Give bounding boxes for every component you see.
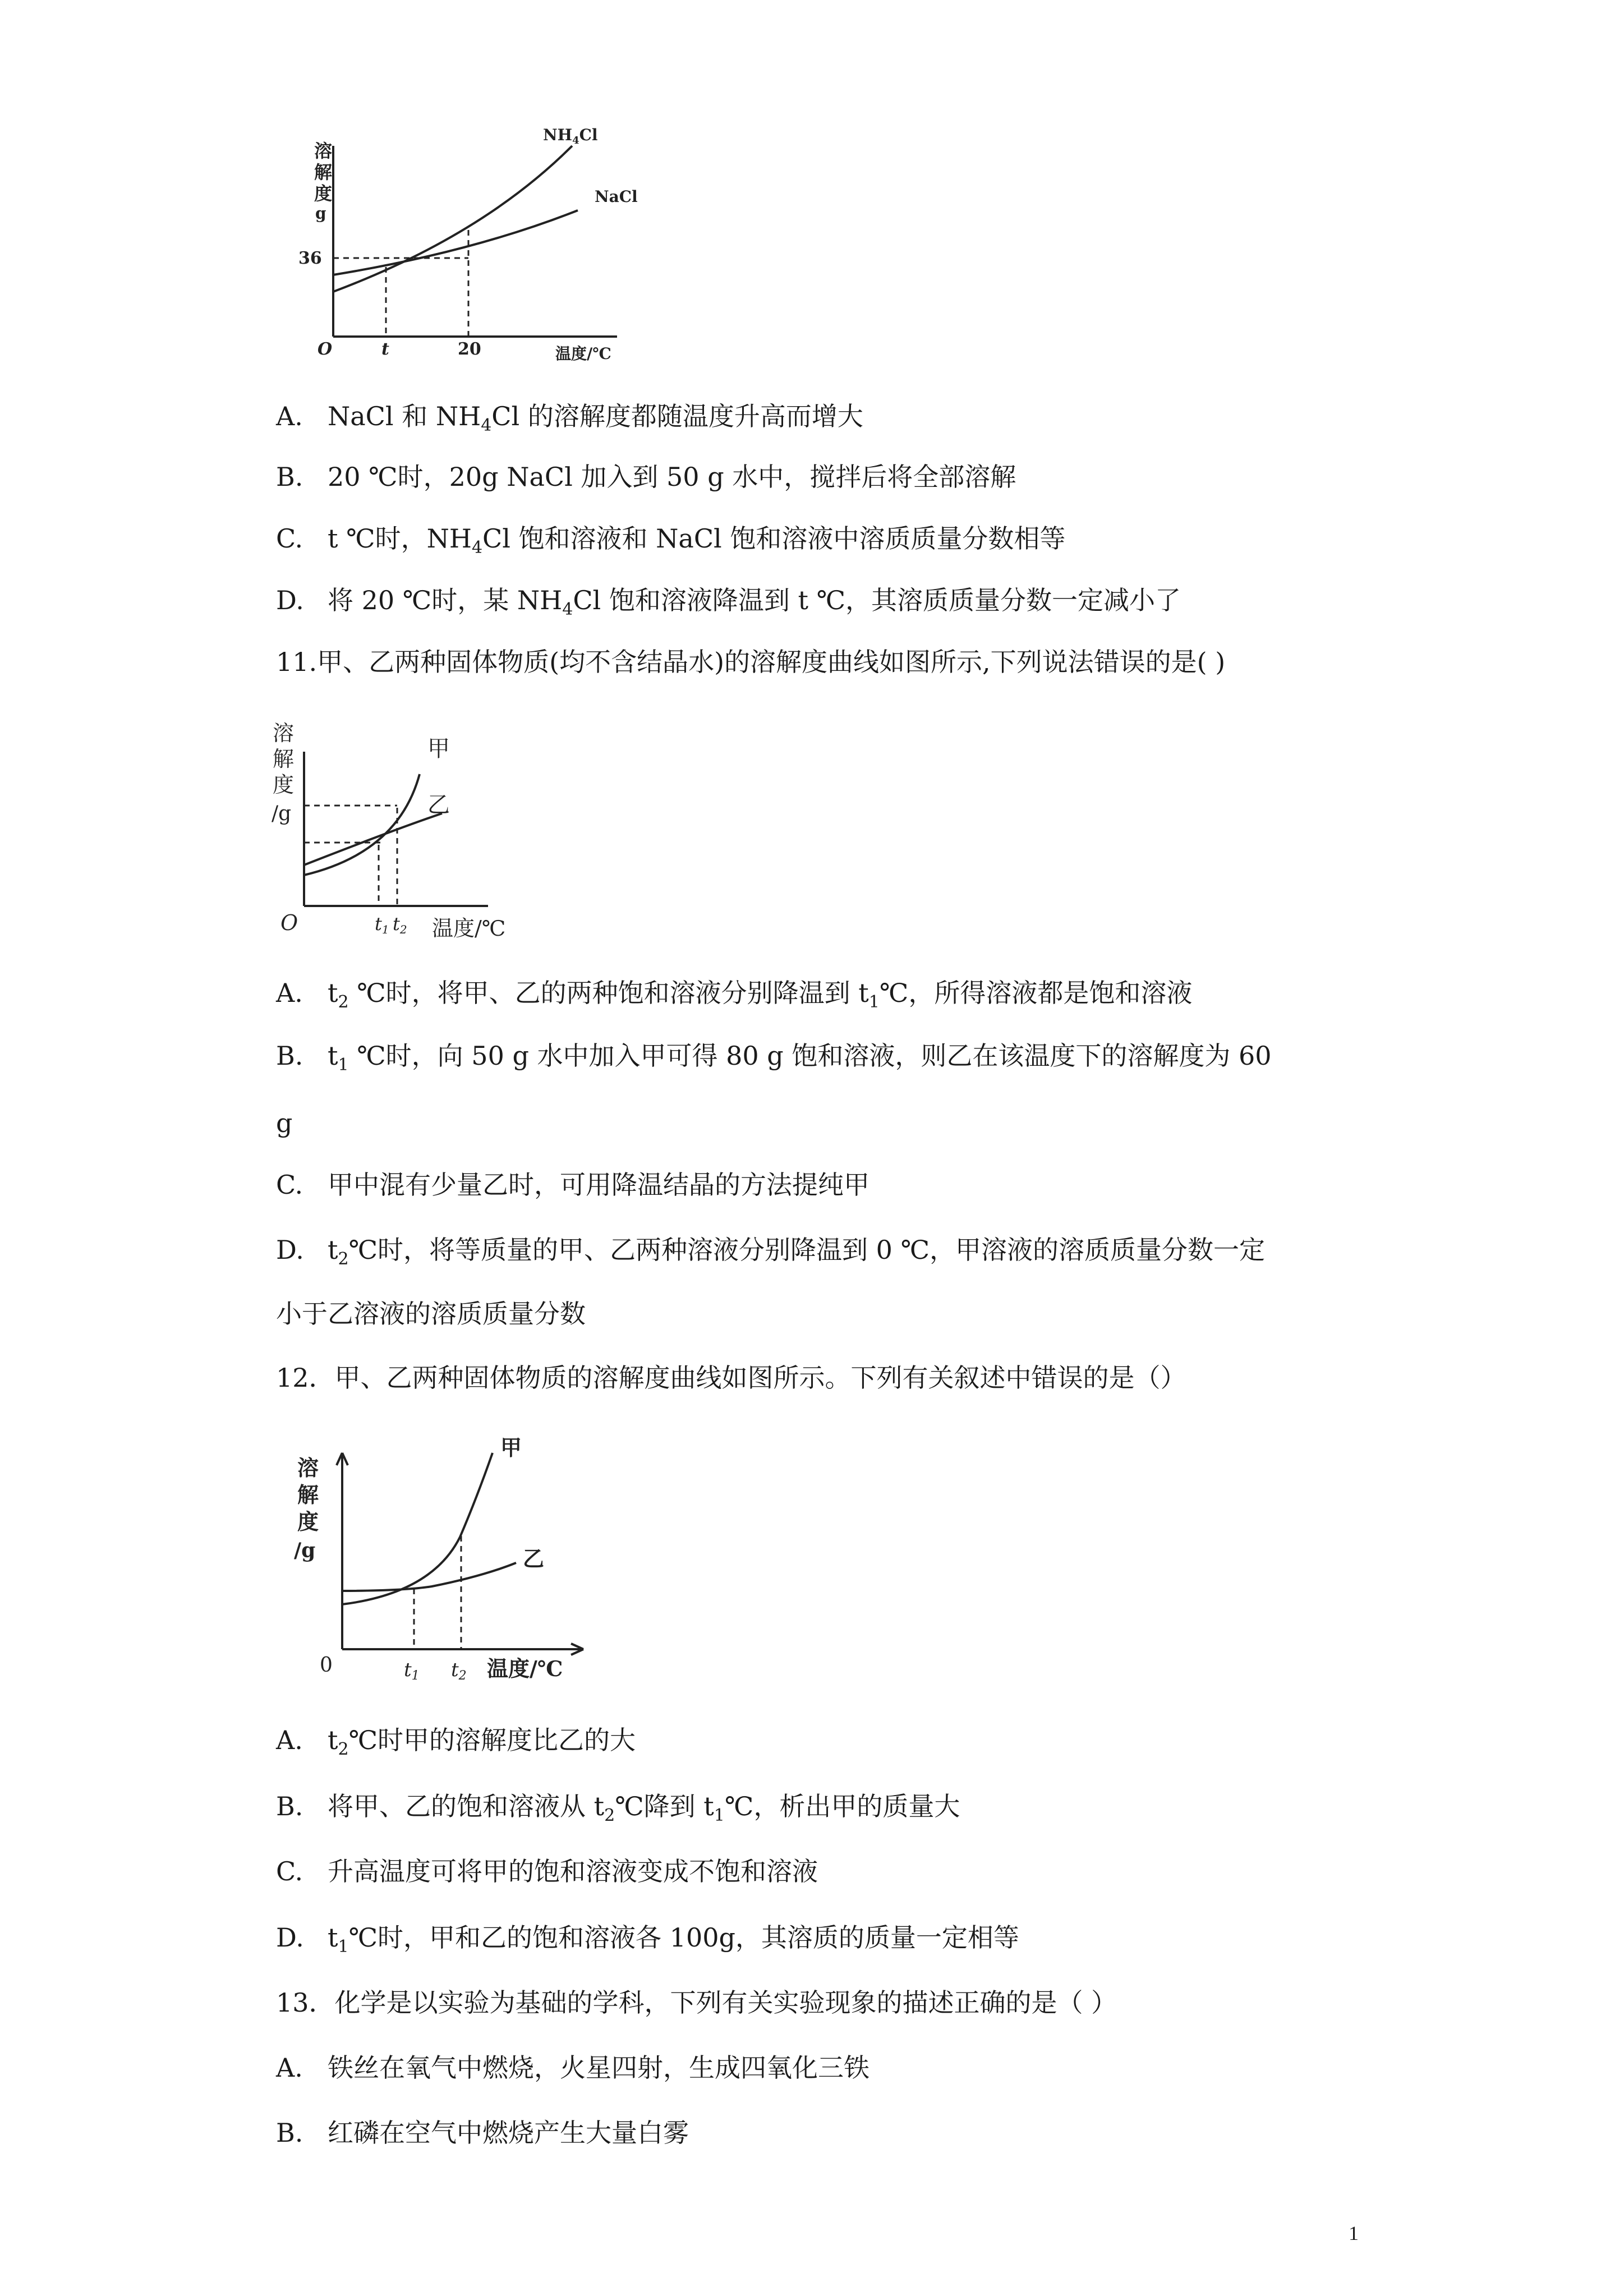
- q13-option-b: B. 红磷在空气中燃烧产生大量白雾: [276, 2118, 689, 2148]
- q11-stem: 11.甲、乙两种固体物质(均不含结晶水)的溶解度曲线如图所示,下列说法错误的是( ): [276, 647, 1226, 677]
- q12-option-b: B. 将甲、乙的饱和溶液从 $t_2℃$降到 $t_1℃$，析出甲的质量大: [276, 1791, 960, 1825]
- q11-option-c: C. 甲中混有少量乙时，可用降温结晶的方法提纯甲: [276, 1170, 869, 1200]
- y-label-2: 解: [297, 1482, 319, 1507]
- tick-36: 36: [298, 249, 322, 268]
- y-label-1: 溶: [273, 721, 295, 746]
- curve-yi: [342, 1563, 516, 1591]
- curve-nh4cl: [333, 146, 572, 292]
- y-label-4: /g: [294, 1539, 316, 1562]
- curve-label-nh4cl: $NH_4Cl$: [543, 126, 598, 146]
- origin-label: O: [318, 339, 333, 359]
- tick-t1: t1: [375, 913, 389, 936]
- y-label-2: 解: [314, 162, 333, 183]
- q10-option-c: C. t ℃时，$NH_4Cl$ 饱和溶液和 NaCl 饱和溶液中溶质质量分数相等: [276, 523, 1066, 558]
- q10-option-d: D. 将 20 ℃时，某 $NH_4Cl$ 饱和溶液降温到 t ℃，其溶质质量分数一定减小了: [276, 585, 1181, 619]
- curve-label-yi: 乙: [427, 792, 450, 818]
- tick-t2: t2: [451, 1659, 467, 1683]
- tick-t2: t2: [393, 913, 407, 936]
- origin-label: 0: [320, 1654, 333, 1677]
- curve-jia: [342, 1453, 493, 1604]
- curve-label-jia: 甲: [427, 736, 450, 762]
- tick-20: 20: [458, 339, 481, 359]
- q12-option-c: C. 升高温度可将甲的饱和溶液变成不饱和溶液: [276, 1856, 818, 1887]
- y-label-4: /g: [272, 802, 292, 825]
- q11-option-b-continued: g: [276, 1108, 293, 1138]
- curve-label-yi: 乙: [523, 1546, 545, 1571]
- y-label-1: 溶: [314, 140, 333, 162]
- figure-nh4cl-nacl-solubility: [298, 123, 638, 370]
- q13-option-a: A. 铁丝在氧气中燃烧，火星四射，生成四氧化三铁: [276, 2053, 869, 2083]
- q11-option-b: B. $t_1$ ℃时，向 50 g 水中加入甲可得 80 g 饱和溶液，则乙在该温度下的溶解度为 60: [276, 1041, 1272, 1075]
- q11-option-a: A. $t_2$ ℃时，将甲、乙的两种饱和溶液分别降温到 $t_1℃$，所得溶液都是饱和溶液: [276, 978, 1193, 1012]
- figure-q12-solubility: [292, 1436, 595, 1694]
- q12-option-d: D. $t_1℃$时，甲和乙的饱和溶液各 100g，其溶质的质量一定相等: [276, 1922, 1019, 1957]
- y-label-3: 度: [297, 1509, 319, 1534]
- q10-option-a: A. NaCl 和 $NH_4Cl$ 的溶解度都随温度升高而增大: [276, 401, 863, 435]
- y-label-1: 溶: [297, 1455, 319, 1480]
- y-label-3: 度: [314, 183, 333, 204]
- origin-label: O: [280, 910, 298, 935]
- q13-stem: 13．化学是以实验为基础的学科，下列有关实验现象的描述正确的是（ ）: [276, 1987, 1117, 2018]
- curve-nacl: [333, 210, 578, 275]
- y-unit: g: [315, 204, 326, 223]
- x-label: 温度/℃: [432, 916, 506, 941]
- curve-label-nacl: NaCl: [595, 187, 638, 206]
- curve-label-jia: 甲: [500, 1435, 522, 1460]
- curve-yi: [304, 813, 442, 865]
- x-label: 温度/℃: [555, 344, 611, 363]
- curve-jia: [304, 774, 420, 875]
- page-number: 1: [1349, 2222, 1359, 2244]
- q12-stem: 12．甲、乙两种固体物质的溶解度曲线如图所示。下列有关叙述中错误的是（）: [276, 1363, 1186, 1393]
- q11-option-d-continued: 小于乙溶液的溶质质量分数: [276, 1299, 586, 1329]
- y-label-2: 解: [273, 747, 295, 771]
- y-label-3: 度: [273, 772, 295, 797]
- q12-option-a: A. $t_2℃$时甲的溶解度比乙的大: [276, 1725, 636, 1759]
- tick-t: t: [381, 339, 389, 359]
- tick-t1: t1: [404, 1659, 420, 1683]
- figure-q11-solubility: [269, 718, 527, 954]
- x-label: 温度/℃: [487, 1656, 563, 1681]
- q10-option-b: B. 20 ℃时，20g NaCl 加入到 50 g 水中，搅拌后将全部溶解: [276, 462, 1016, 492]
- q11-option-d: D. $t_2℃$时，将等质量的甲、乙两种溶液分别降温到 0 ℃，甲溶液的溶质质量分数一定: [276, 1235, 1266, 1269]
